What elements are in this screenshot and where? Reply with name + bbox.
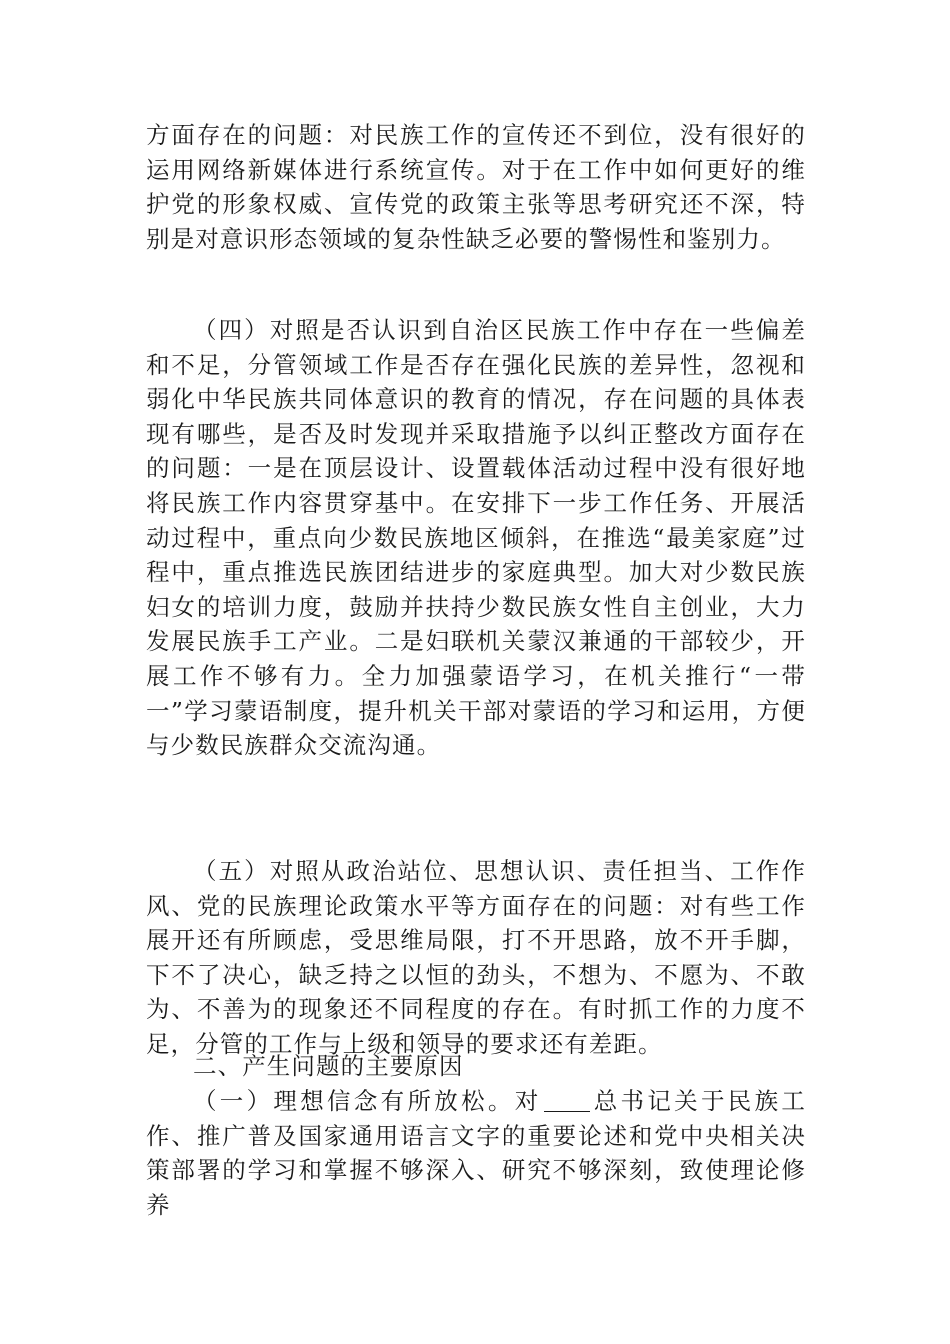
blank-underline <box>544 1089 590 1112</box>
paragraph-section-five: （五）对照从政治站位、思想认识、责任担当、工作作风、党的民族理论政策水平等方面存在的问题：对有些工作展开还有所顾虑，受思维局限，打不开思路，放不开手脚，下不了决心，缺乏持之以恒的劲头，不想为、不愿为、不敢为、不善为的现象还不同程度的存在。有时抓工作的力度不足，分管的工作与上级和领导的要求还有差距。 <box>146 857 806 1058</box>
cause-one-text-start: （一）理想信念有所放松。对 <box>193 1087 542 1115</box>
cause-one-text-end: 总书记关于民族工作、推广普及国家通用语言文字的重要论述和党中央相关决策部署的学习和掌握不够深入、研究不够深刻，致使理论修养 <box>146 1087 806 1219</box>
paragraph-cause-one <box>146 1084 806 1222</box>
paragraph-section-four: （四）对照是否认识到自治区民族工作中存在一些偏差和不足，分管领域工作是否存在强化民族的差异性，忽视和弱化中华民族共同体意识的教育的情况，存在问题的具体表现有哪些，是否及时发现并采取措施予以纠正整改方面存在的问题：一是在顶层设计、设置载体活动过程中没有很好地将民族工作内容贯穿基中。在安排下一步工作任务、开展活动过程中，重点向少数民族地区倾斜，在推选“最美家庭”过程中，重点推选民族团结进步的家庭典型。加大对少数民族妇女的培训力度，鼓励并扶持少数民族女性自主创业，大力发展民族手工产业。二是妇联机关蒙汉兼通的干部较少，开展工作不够有力。全力加强蒙语学习，在机关推行“一带一”学习蒙语制度，提升机关干部对蒙语的学习和运用，方便与少数民族群众交流沟通。 <box>146 316 806 760</box>
heading-main-causes: 二、产生问题的主要原因 <box>193 1052 464 1080</box>
paragraph-publicity-problems: 方面存在的问题：对民族工作的宣传还不到位，没有很好的运用网络新媒体进行系统宣传。对于在工作中如何更好的维护党的形象权威、宣传党的政策主张等思考研究还不深，特别是对意识形态领域的复杂性缺乏必要的警惕性和鉴别力。 <box>146 121 806 253</box>
